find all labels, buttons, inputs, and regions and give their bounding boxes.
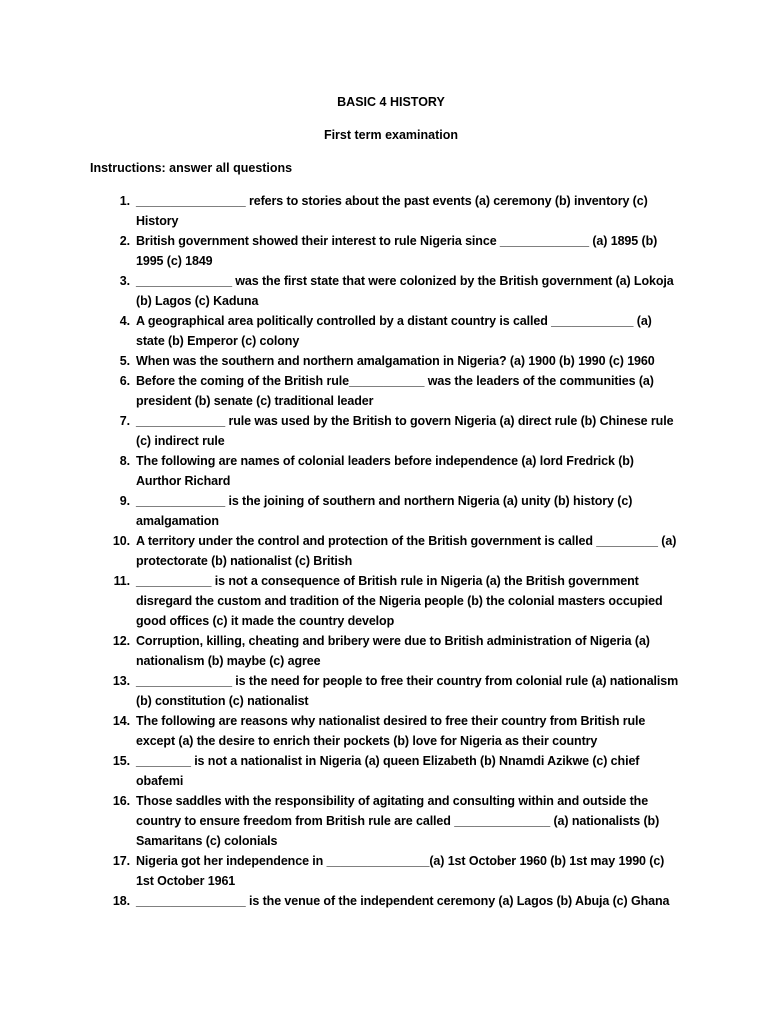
- question-number: 6.: [119, 374, 130, 388]
- question-number: 4.: [119, 314, 130, 328]
- question-item: [100, 491, 680, 531]
- question-number: 11.: [113, 574, 130, 588]
- question-item: [100, 451, 680, 491]
- question-text: ______________ is the need for people to free their country from colonial rule (a) nationalism (b) constitution (c) nationalist: [136, 674, 679, 708]
- question-text: Before the coming of the British rule___________ was the leaders of the communities (a) president (b) senate (c) traditional leader: [136, 374, 654, 408]
- question-item: [100, 571, 680, 631]
- question-item: [100, 631, 680, 671]
- question-text: _____________ rule was used by the British to govern Nigeria (a) direct rule (b) Chinese rule (c) indirect rule: [136, 414, 674, 448]
- question-text: _____________ is the joining of southern and northern Nigeria (a) unity (b) history (c) amalgamation: [136, 494, 633, 528]
- question-item: [100, 851, 680, 891]
- question-item: [100, 271, 680, 311]
- question-number: 5.: [119, 354, 130, 368]
- question-text: Nigeria got her independence in _______________(a) 1st October 1960 (b) 1st may 1990 (c) 1st October 1961: [136, 854, 665, 888]
- question-text: When was the southern and northern amalgamation in Nigeria? (a) 1900 (b) 1990 (c) 1960: [136, 354, 655, 368]
- question-number: 14.: [112, 714, 130, 728]
- question-text: A territory under the control and protection of the British government is called _________ (a) protectorate (b) nationalist (c) British: [136, 534, 677, 568]
- question-text: ________________ is the venue of the independent ceremony (a) Lagos (b) Abuja (c) Ghana: [136, 894, 670, 908]
- question-text: ______________ was the first state that were colonized by the British government (a) Lokoja (b) Lagos (c) Kaduna: [136, 274, 674, 308]
- question-item: [100, 891, 680, 911]
- question-item: [100, 791, 680, 851]
- question-item: [100, 351, 680, 371]
- question-number: 12.: [112, 634, 130, 648]
- question-number: 17.: [112, 854, 130, 868]
- question-number: 2.: [119, 234, 130, 248]
- question-item: [100, 231, 680, 271]
- question-text: A geographical area politically controlled by a distant country is called ____________ (a) state (b) Emperor (c) colony: [136, 314, 652, 348]
- question-number: 1.: [119, 194, 130, 208]
- question-text: ___________ is not a consequence of British rule in Nigeria (a) the British government disregard the custom and tradition of the Nigeria people (b) the colonial masters occupied good offices (c) it made the country develop: [136, 574, 663, 628]
- question-item: [100, 711, 680, 751]
- question-item: [100, 671, 680, 711]
- question-number: 15.: [112, 754, 130, 768]
- question-number: 13.: [112, 674, 130, 688]
- question-item: [100, 191, 680, 231]
- question-item: [100, 411, 680, 451]
- question-list: [100, 191, 680, 911]
- question-item: [100, 311, 680, 351]
- question-item: [100, 751, 680, 791]
- question-number: 3.: [119, 274, 130, 288]
- question-item: [100, 371, 680, 411]
- question-text: British government showed their interest to rule Nigeria since _____________ (a) 1895 (b) 1995 (c) 1849: [136, 234, 658, 268]
- document-subtitle: First term examination: [323, 128, 459, 142]
- question-text: ________ is not a nationalist in Nigeria (a) queen Elizabeth (b) Nnamdi Azikwe (c) chief obafemi: [136, 754, 640, 788]
- question-text: Corruption, killing, cheating and bribery were due to British administration of Nigeria (a) nationalism (b) maybe (c) agree: [136, 634, 650, 668]
- question-text: Those saddles with the responsibility of agitating and consulting within and outside the country to ensure freedom from British rule are called ______________ (a) nationalists (b) Samaritans (c) colonials: [136, 794, 660, 848]
- question-number: 18.: [112, 894, 130, 908]
- question-text: The following are names of colonial leaders before independence (a) lord Fredrick (b) Aurthor Richard: [136, 454, 634, 488]
- question-text: The following are reasons why nationalist desired to free their country from British rule except (a) the desire to enrich their pockets (b) love for Nigeria as their country: [136, 714, 646, 748]
- question-number: 8.: [119, 454, 130, 468]
- document-title: BASIC 4 HISTORY: [337, 95, 445, 109]
- question-number: 16.: [112, 794, 130, 808]
- question-item: [100, 531, 680, 571]
- question-text: ________________ refers to stories about the past events (a) ceremony (b) inventory (c) History: [136, 194, 648, 228]
- instructions-text: Instructions: answer all questions: [90, 161, 293, 175]
- question-number: 7.: [119, 414, 130, 428]
- question-number: 9.: [119, 494, 130, 508]
- question-number: 10.: [112, 534, 130, 548]
